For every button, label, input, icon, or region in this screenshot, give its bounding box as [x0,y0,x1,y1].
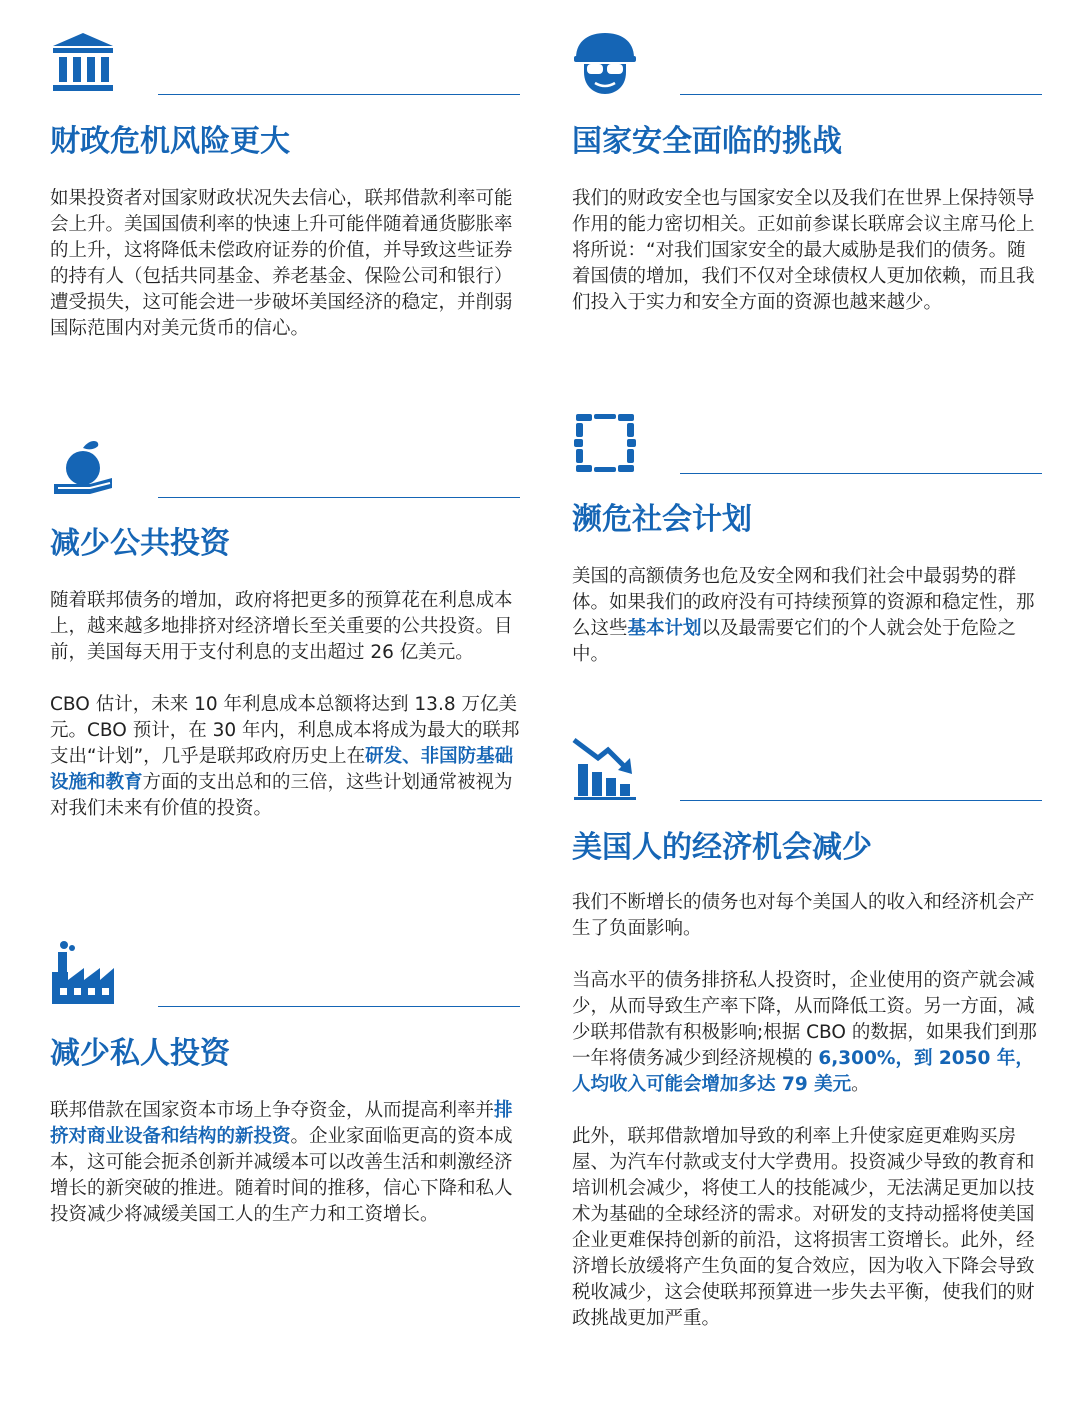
section-title: 美国人的经济机会减少 [572,830,872,865]
section-title: 减少私人投资 [50,1036,230,1071]
section-divider [680,800,1042,801]
section-body [572,186,1042,316]
paragraph: 如果投资者对国家财政状况失去信心，联邦借款利率可能会上升。美国国债利率的快速上升可能伴随着通货膨胀率的上升，这将降低未偿政府证券的价值，并导致这些证券的持有人（包括共同基金、养老基金、保险公司和银行）遭受损失，这可能会进一步破坏美国经济的稳定，并削弱国际范围内对美元货币的信心。 [50,188,513,339]
paragraph-text: 。企业家面临更高的资本成本，这可能会扼杀创新并减缓本可以改善生活和刺激经济增长的新突破的推进。随着时间的推移，信心下降和私人投资减少将减缓美国工人的生产力和工资增长。 [50,1126,513,1225]
factory-icon [50,940,116,1006]
paragraph-text: 美国的高额债务也危及安全网和我们社会中最弱势的群体。如果我们的政府没有可持续预算的资源和稳定性，那么这些 [572,566,1035,639]
paragraph-text: 。 [851,1074,870,1095]
apple-on-book-icon [50,436,116,502]
section-title: 财政危机风险更大 [50,124,290,159]
paragraph-text: CBO 估计，未来 10 年利息成本总额将达到 13.8 万亿美元。CBO 预计，在 30 年内，利息成本将成为最大的联邦支出“计划”，几乎是联邦政府历史上在 [50,694,520,767]
link-crowd-out-investment[interactable]: 排挤对商业设备和结构的新投资 [50,1100,513,1147]
section-title: 国家安全面临的挑战 [572,124,842,159]
paragraph [50,692,520,822]
paragraph-text: 方面的支出总和的三倍，这些计划通常被视为对我们未来有价值的投资。 [50,772,513,819]
soldier-helmet-icon [572,30,638,96]
section-divider [158,497,520,498]
section-body [572,890,1042,1332]
section-title: 减少公共投资 [50,526,230,561]
section-title: 濒危社会计划 [572,502,752,537]
section-divider [680,94,1042,95]
paragraph: 我们的财政安全也与国家安全以及我们在世界上保持领导作用的能力密切相关。正如前参谋长联席会议主席马伦上将所说：“对我们国家安全的最大威胁是我们的债务。随着国债的增加，我们不仅对全球债权人更加依赖，而且我们投入于实力和安全方面的资源也越来越少。 [572,188,1035,313]
paragraph: 我们不断增长的债务也对每个美国人的收入和经济机会产生了负面影响。 [572,892,1035,939]
paragraph [572,968,1042,1098]
paragraph-text: 联邦借款在国家资本市场上争夺资金，从而提高利率并 [50,1100,495,1121]
section-body [50,588,520,822]
section-divider [158,1006,520,1007]
paragraph [50,1098,520,1228]
section-divider [680,473,1042,474]
section-body [50,1098,520,1228]
paragraph-text: 以及最需要它们的个人就会处于危险之中。 [572,618,1017,665]
section-body [50,186,520,342]
link-per-capita-income[interactable]: 6,300%，到 2050 年，人均收入可能会增加多达 79 美元 [572,1048,1034,1095]
declining-chart-icon [572,736,638,802]
section-divider [158,94,520,95]
paragraph: 随着联邦债务的增加，政府将把更多的预算花在利息成本上，越来越多地排挤对经济增长至关重要的公共投资。目前，美国每天用于支付利息的支出超过 26 亿美元。 [50,590,513,663]
paragraph [572,564,1042,668]
paragraph-text: 当高水平的债务排挤私人投资时，企业使用的资产就会减少，从而导致生产率下降，从而降低工资。另一方面，减少联邦借款有积极影响;根据 CBO 的数据，如果我们到那一年将债务减少到经济规模的 [572,970,1037,1069]
section-body [572,564,1042,668]
paragraph: 此外，联邦借款增加导致的利率上升使家庭更难购买房屋、为汽车付款或支付大学费用。投资减少导致的教育和培训机会减少，将使工人的技能减少，无法满足更加以技术为基础的全球经济的需求。对研发的支持动摇将使美国企业更难保持创新的前沿，这将损害工资增长。此外，经济增长放缓将产生负面的复合效应，因为收入下降会导致税收减少，这会使联邦预算进一步失去平衡，使我们的财政挑战更加严重。 [572,1126,1035,1329]
joined-hands-icon [572,410,638,476]
link-rd-infrastructure-education[interactable]: 研发、非国防基础设施和教育 [50,746,514,793]
link-essential-programs[interactable]: 基本计划 [627,618,702,639]
government-building-icon [50,30,116,96]
